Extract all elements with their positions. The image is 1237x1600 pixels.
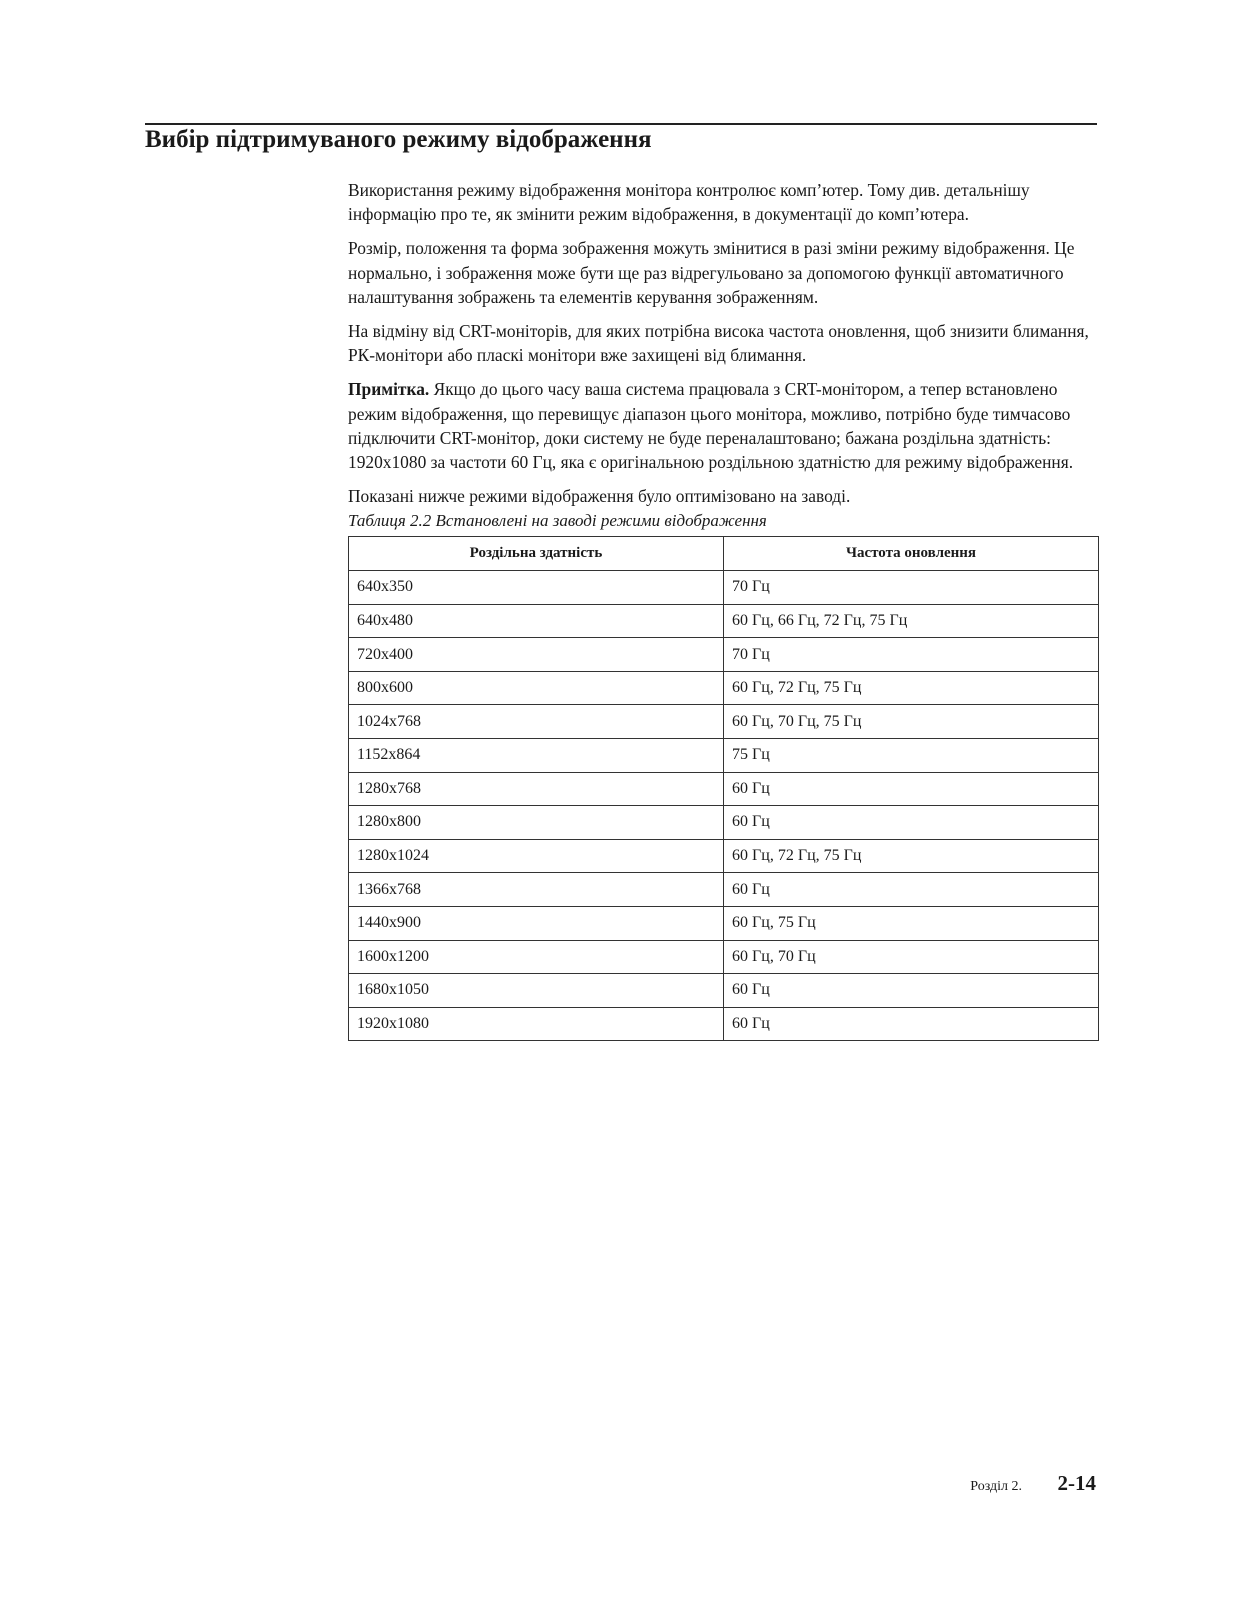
resolution-cell: 720x400: [349, 638, 724, 672]
refresh-rate-cell: 60 Гц: [724, 1007, 1099, 1041]
resolution-cell: 640x350: [349, 571, 724, 605]
table-row: [349, 940, 1099, 974]
table-row: [349, 839, 1099, 873]
table-row: [349, 571, 1099, 605]
refresh-rate-cell: 60 Гц, 72 Гц, 75 Гц: [724, 839, 1099, 873]
table-row: [349, 671, 1099, 705]
paragraph-flicker: На відміну від CRT-моніторів, для яких потрібна висока частота оновлення, щоб знизити блимання, РК-монітори або пласкі монітори вже захищені від блимання.: [348, 321, 1089, 366]
refresh-rate-cell: 60 Гц: [724, 772, 1099, 806]
resolution-cell: 1920x1080: [349, 1007, 724, 1041]
resolution-cell: 1280x800: [349, 806, 724, 840]
table-row: [349, 638, 1099, 672]
table-row: [349, 772, 1099, 806]
refresh-rate-cell: 60 Гц, 75 Гц: [724, 906, 1099, 940]
resolution-cell: 1152x864: [349, 739, 724, 773]
header-refresh-rate: Частота оновлення: [724, 537, 1099, 571]
resolution-cell: 1440x900: [349, 906, 724, 940]
table-row: [349, 1007, 1099, 1041]
header-resolution: Роздільна здатність: [349, 537, 724, 571]
refresh-rate-cell: 60 Гц, 70 Гц, 75 Гц: [724, 705, 1099, 739]
refresh-rate-cell: 70 Гц: [724, 571, 1099, 605]
resolution-cell: 1280x1024: [349, 839, 724, 873]
table-row: [349, 739, 1099, 773]
resolution-cell: 1600x1200: [349, 940, 724, 974]
resolution-cell: 1024x768: [349, 705, 724, 739]
refresh-rate-cell: 75 Гц: [724, 739, 1099, 773]
resolution-cell: 640x480: [349, 604, 724, 638]
note-label: Примітка.: [348, 379, 430, 400]
refresh-rate-cell: 60 Гц: [724, 806, 1099, 840]
resolution-cell: 1680x1050: [349, 974, 724, 1008]
table-header-row: [349, 537, 1099, 571]
table-caption: Таблиця 2.2 Встановлені на заводі режими відображення: [348, 511, 767, 531]
paragraph-image-change: Розмір, положення та форма зображення можуть змінитися в разі зміни режиму відображення. Це нормально, і зображення може бути ще раз відрегульовано за допомогою функції автоматичного налаштування зображень та елементів керування зображенням.: [348, 238, 1075, 307]
paragraph-computer-control: Використання режиму відображення монітора контролює комп’ютер. Тому див. детальнішу інформацію про те, як змінити режим відображення, в документації до комп’ютера.: [348, 180, 1030, 225]
refresh-rate-cell: 70 Гц: [724, 638, 1099, 672]
refresh-rate-cell: 60 Гц: [724, 974, 1099, 1008]
page-number: 2-14: [1057, 1471, 1096, 1495]
table-row: [349, 974, 1099, 1008]
table-row: [349, 705, 1099, 739]
table-row: [349, 604, 1099, 638]
note-text: Якщо до цього часу ваша система працювала з CRT-монітором, а тепер встановлено режим відображення, що перевищує діапазон цього монітора, можливо, потрібно буде тимчасово підключити CRT-монітор, доки систему не буде переналаштовано; бажана роздільна здатність: 1920x1080 за частоти 60 Гц, яка є оригінальною роздільною здатністю для режиму відображення.: [348, 379, 1074, 473]
section-body: [348, 178, 1098, 1041]
paragraph-table-intro: Показані нижче режими відображення було оптимізовано на заводі.: [348, 486, 851, 507]
section-heading: Вибір підтримуваного режиму відображення: [145, 126, 652, 153]
table-row: [349, 873, 1099, 907]
resolution-cell: 800x600: [349, 671, 724, 705]
refresh-rate-cell: 60 Гц, 70 Гц: [724, 940, 1099, 974]
table-row: [349, 806, 1099, 840]
resolution-cell: 1280x768: [349, 772, 724, 806]
page-footer: [970, 1468, 1096, 1502]
refresh-rate-cell: 60 Гц, 72 Гц, 75 Гц: [724, 671, 1099, 705]
table-row: [349, 906, 1099, 940]
resolution-cell: 1366x768: [349, 873, 724, 907]
footer-chapter: Розділ 2.: [970, 1479, 1022, 1494]
note-paragraph: [348, 377, 1098, 474]
refresh-rate-cell: 60 Гц, 66 Гц, 72 Гц, 75 Гц: [724, 604, 1099, 638]
display-modes-table: [348, 536, 1099, 1041]
refresh-rate-cell: 60 Гц: [724, 873, 1099, 907]
